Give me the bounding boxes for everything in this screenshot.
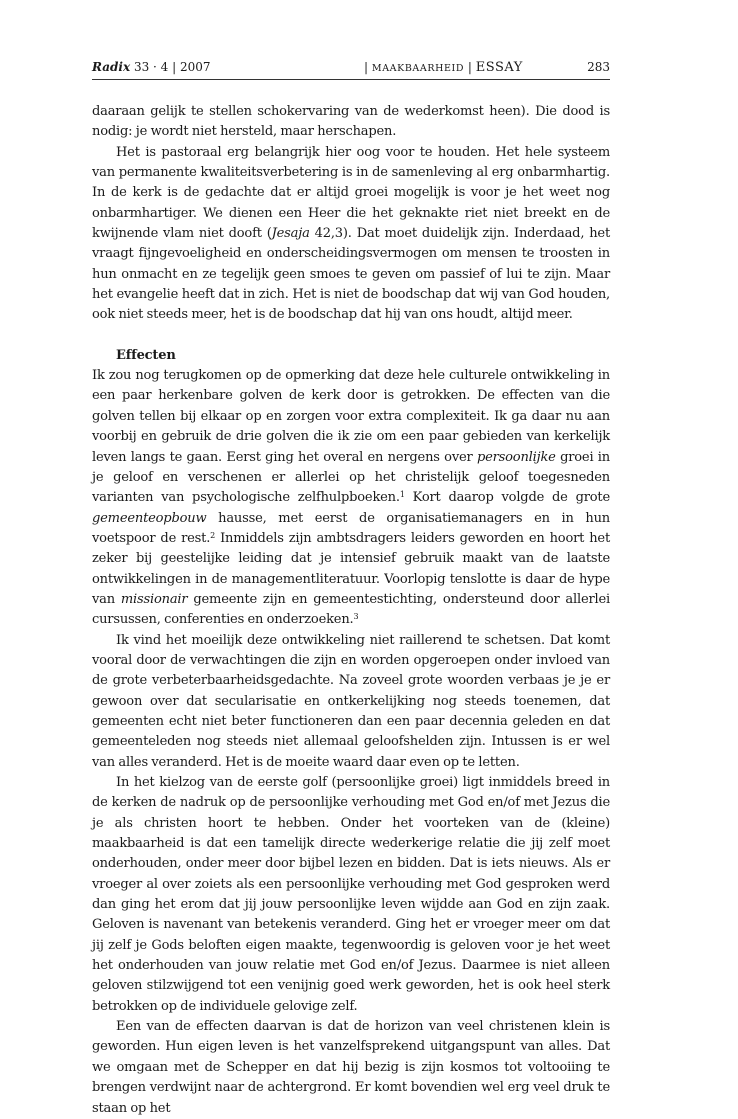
journal-name: Radix xyxy=(92,60,131,74)
paragraph-6: Een van de effecten daarvan is dat de horizon van veel christenen klein is geworden. Hun eigen leven is het vanzelfsprekend uitgangspunt van alles. Dat we omgaan met de Schepper en dat hij bezig is zijn kosmos tot voltooiing te brengen verdwijnt naar de achtergrond. Er komt bovendien wel erg veel druk te staan op het xyxy=(92,1019,610,1116)
footnote-ref-3[interactable]: 3 xyxy=(353,612,359,622)
article-body xyxy=(92,102,610,1119)
section-heading: Effecten xyxy=(116,347,176,363)
paragraph-1: daaraan gelijk te stellen schokervaring van de wederkomst heen). Die dood is nodig: je wordt niet hersteld, maar herschapen. xyxy=(92,104,610,140)
footnote-ref-2[interactable]: 2 xyxy=(210,530,216,540)
section-label: | MAAKBAARHEID | ESSAY xyxy=(364,60,523,75)
page-number: 283 xyxy=(587,60,610,74)
paragraph-2: Het is pastoraal erg belangrijk hier oog voor te houden. Het hele systeem van permanente kwaliteitsverbetering is in de samenleving al erg onbarmhartig. In de kerk is de gedachte dat er altijd groei mogelijk is voor je het weet nog onbarmhartiger. We dienen een Heer die het geknakte riet niet breekt en de kwijnende vlam niet dooft (Jesaja 42,3). Dat moet duidelijk zijn. Inderdaad, het vraagt fijngevoeligheid en onderscheidingsvermogen om mensen te troosten in hun onmacht en ze tegelijk geen smoes te geven om passief of lui te zijn. Maar het evangelie heeft dat in zich. Het is niet de boodschap dat wij van God houden, ook niet steeds meer, het is de boodschap dat hij van ons houdt, altijd meer. xyxy=(92,144,610,323)
header-rule xyxy=(92,79,610,80)
page xyxy=(92,56,610,1116)
paragraph-3: Ik zou nog terugkomen op de opmerking dat deze hele culturele ontwikkeling in een paar herkenbare golven de kerk door is getrokken. De effecten van die golven tellen bij elkaar op en zorgen voor extra complexiteit. Ik ga daar nu aan voorbij en gebruik de drie golven die ik zie om een paar gebieden van kerkelijk leven langs te gaan. Eerst ging het overal en nergens over persoonlijke groei in je geloof en verschenen er allerlei op het christelijk geloof toegesneden varianten van psychologische zelfhulpboeken.$^1$ Kort daarop volgde de grote gemeenteopbouw hausse, met eerst de organisatiemanagers en in hun voetspoor de rest.$^2$ Inmiddels zijn ambtsdragers leiders geworden en hoort het zeker bij geestelijke leiding dat je intensief gebruik maakt van de laatste ontwikkelingen in de managementliteratuur. Voorlopig tenslotte is daar de hype van missionair gemeente zijn en gemeentestichting, ondersteund door allerlei cursussen, conferenties en onderzoeken.$^3$ xyxy=(92,368,610,628)
section-gap xyxy=(92,326,610,346)
paragraph-4: Ik vind het moeilijk deze ontwikkeling niet raillerend te schetsen. Dat komt vooral door de verwachtingen die zijn en worden opgeroepen onder invloed van de grote verbeterbaarheidsgedachte. Na zoveel grote woorden verbaas je je er gewoon over dat secularisatie en ontkerkelijking nog steeds toenemen, dat gemeenten echt niet beter functioneren dan een paar decennia geleden en dat gemeenteleden nog steeds niet allemaal geloofshelden zijn. Intussen is er wel van alles veranderd. Het is de moeite waard daar even op te letten. xyxy=(92,632,610,770)
section-theme: MAAKBAARHEID xyxy=(371,63,465,74)
running-header xyxy=(92,56,610,76)
journal-info xyxy=(92,60,211,74)
section-type: ESSAY xyxy=(475,60,523,75)
journal-issue: 33 · 4 | 2007 xyxy=(133,60,211,74)
footnote-ref-1[interactable]: 1 xyxy=(399,490,405,500)
paragraph-5: In het kielzog van de eerste golf (persoonlijke groei) ligt inmiddels breed in de kerken de nadruk op de persoonlijke verhouding met God en/of met Jezus die je als christen hoort te hebben. Onder het voorteken van de (kleine) maakbaarheid is dat een tamelijk directe wederkerige relatie die jij zelf moet onderhouden, onder meer door bijbel lezen en bidden. Dat is iets nieuws. Als er vroeger al over zoiets als een persoonlijke verhouding met God gesproken werd dan ging het erom dat jij jouw persoonlijke leven wijdde aan God en zijn zaak. Geloven is navenant van betekenis veranderd. Ging het er vroeger meer om dat jij zelf je Gods beloften eigen maakte, tegenwoordig is geloven voor je het weet het onderhouden van jouw relatie met God en/of Jezus. Daarmee is niet alleen geloven stilzwijgend tot een venijnig goed werk geworden, het is ook heel sterk betrokken op de individuele gelovige zelf. xyxy=(92,775,610,1014)
